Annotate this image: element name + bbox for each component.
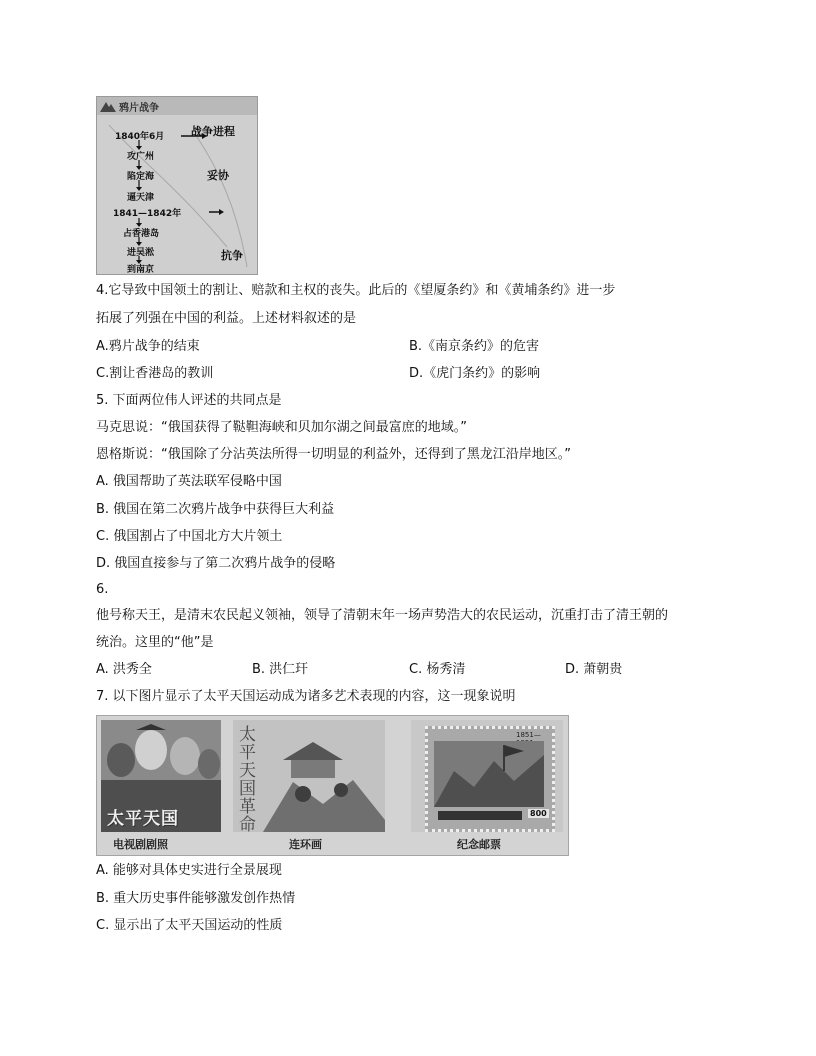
q4-option-c[interactable]: C.割让香港岛的教训 <box>96 366 214 381</box>
stamp-banner <box>438 811 522 820</box>
q5-option-a[interactable]: A. 俄国帮助了英法联军侵略中国 <box>96 474 282 489</box>
stamp-years: 1851— <box>516 731 541 739</box>
q5-option-b[interactable]: B. 俄国在第二次鸦片战争中获得巨大利益 <box>96 502 335 517</box>
comic-book-panel <box>233 720 385 832</box>
map-header-title: 鸦片战争 <box>119 103 159 114</box>
map-event-tianjin: 逼天津 <box>127 193 155 203</box>
map-event-1841-1842: 1841—1842年 <box>113 209 182 219</box>
q6-stem-line2: 统治。这里的“他”是 <box>96 635 214 650</box>
q6-option-c[interactable]: C. 杨秀清 <box>409 662 466 677</box>
commemorative-stamp-panel <box>411 720 563 832</box>
q6-option-a[interactable]: A. 洪秀全 <box>96 662 152 677</box>
q6-option-d[interactable]: D. 萧朝贵 <box>565 662 623 677</box>
map-event-hongkong: 占香港岛 <box>123 229 160 239</box>
q7-option-b[interactable]: B. 重大历史事件能够激发创作热情 <box>96 891 296 906</box>
q4-option-d[interactable]: D.《虎门条约》的影响 <box>409 366 541 381</box>
q4-stem-line2: 拓展了列强在中国的利益。上述材料叙述的是 <box>96 311 357 326</box>
q4-option-a[interactable]: A.鸦片战争的结束 <box>96 339 200 354</box>
caption-tv-drama: 电视剧剧照 <box>113 838 168 851</box>
map-label-war-progress: 战争进程 <box>191 125 235 138</box>
map-event-nanjing: 到南京 <box>127 265 155 275</box>
q7-option-c[interactable]: C. 显示出了太平天国运动的性质 <box>96 918 283 933</box>
comic-title: 太平天国革命 <box>239 725 256 832</box>
q7-stem: 7. 以下图片显示了太平天国运动成为诸多艺术表现的内容，这一现象说明 <box>96 689 516 704</box>
q5-quote-marx: 马克思说：“俄国获得了鞑靼海峡和贝加尔湖之间最富庶的地域。” <box>96 420 467 435</box>
map-event-guangzhou: 攻广州 <box>127 152 155 162</box>
q6-number: 6. <box>96 582 109 597</box>
commemorative-stamp <box>425 726 555 832</box>
map-event-1840: 1840年6月 <box>115 132 165 142</box>
taiping-art-figure <box>96 715 569 856</box>
map-label-resistance: 抗争 <box>221 249 243 262</box>
tv-drama-still <box>101 720 221 832</box>
stamp-value: 800 <box>530 809 547 818</box>
q5-stem: 5. 下面两位伟人评述的共同点是 <box>96 393 282 408</box>
caption-comic: 连环画 <box>289 838 322 851</box>
q7-option-a[interactable]: A. 能够对具体史实进行全景展现 <box>96 863 282 878</box>
q6-stem-line1: 他号称天王，是清末农民起义领袖，领导了清朝末年一场声势浩大的农民运动，沉重打击了清王朝的 <box>96 608 669 623</box>
map-event-wusong: 进吴淞 <box>127 248 155 258</box>
q4-option-b[interactable]: B.《南京条约》的危害 <box>409 339 540 354</box>
q4-stem-line1: 4.它导致中国领土的割让、赔款和主权的丧失。此后的《望厦条约》和《黄埔条约》进一步 <box>96 283 616 298</box>
q5-quote-engels: 恩格斯说：“俄国除了分沾英法所得一切明显的利益外，还得到了黑龙江沿岸地区。” <box>96 447 571 462</box>
tv-drama-title: 太平天国 <box>107 809 179 829</box>
caption-stamp: 纪念邮票 <box>457 838 501 851</box>
map-label-compromise: 妥协 <box>207 169 229 182</box>
opium-war-map-figure <box>96 96 258 275</box>
q6-option-b[interactable]: B. 洪仁玕 <box>252 662 309 677</box>
stamp-scene-image <box>434 741 544 807</box>
map-event-dinghai: 陷定海 <box>127 172 155 182</box>
q5-option-c[interactable]: C. 俄国割占了中国北方大片领土 <box>96 529 283 544</box>
q5-option-d[interactable]: D. 俄国直接参与了第二次鸦片战争的侵略 <box>96 556 336 571</box>
